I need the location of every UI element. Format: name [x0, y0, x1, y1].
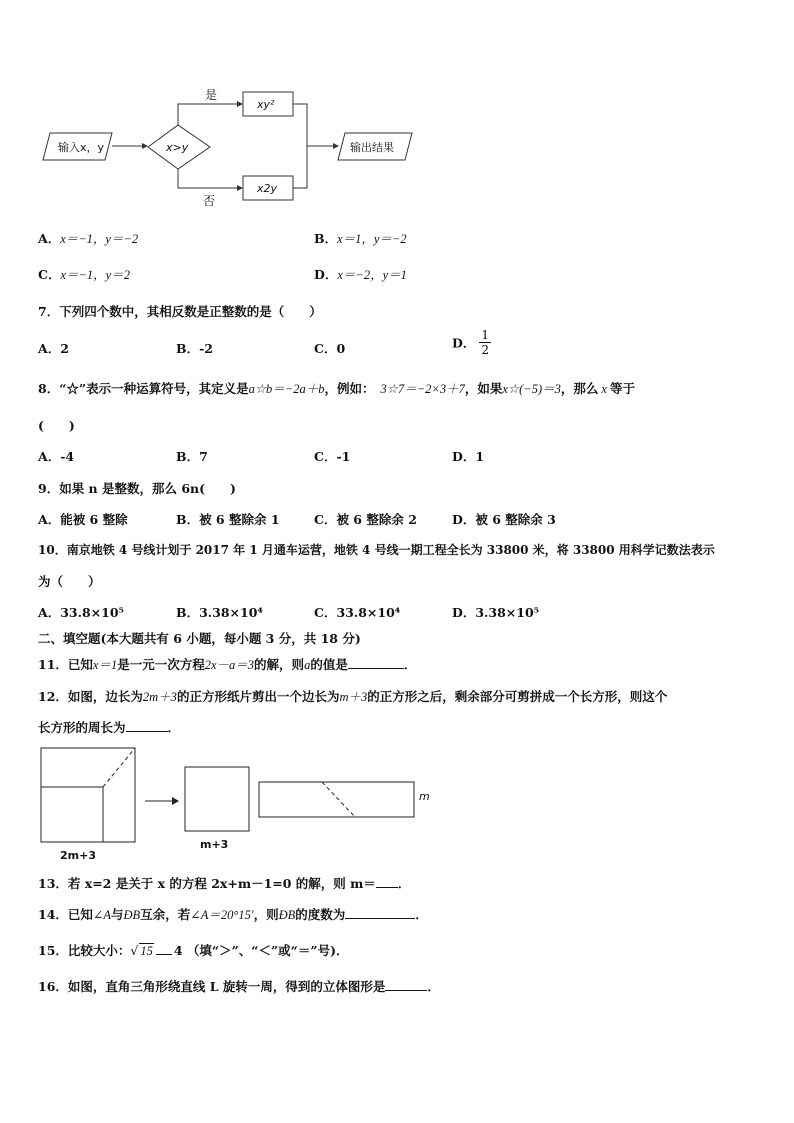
- sqrt-symbol: √: [130, 943, 139, 958]
- q12-stem-line2: 长方形的周长为 ．: [38, 720, 181, 735]
- q8-stem: 8．“☆”表示一种运算符号，其定义是a☆b＝−2a＋b，例如： 3☆7＝−2×3＋7，如果x☆(−5)＝3，那么 x 等于: [38, 381, 635, 396]
- q6-option-b[interactable]: B．x＝1，y＝−2: [314, 231, 407, 246]
- q14-stem: 14．已知∠A与ÐB互余，若∠A＝20°15′，则ÐB的度数为 ．: [38, 907, 428, 922]
- q13-stem: 13．若 x=2 是关于 x 的方程 2x+m－1=0 的解，则 m＝ ．: [38, 876, 411, 891]
- q12-answer-blank[interactable]: [126, 731, 168, 732]
- q8-option-b[interactable]: B．7: [176, 449, 208, 464]
- label-2m-plus-3: 2m+3: [60, 849, 96, 862]
- section-heading: 二、填空题(本大题共有 6 小题，每小题 3 分，共 18 分): [38, 631, 361, 646]
- q10-stem-line2: 为（ ）: [38, 574, 101, 589]
- input-label: 输入x，y: [58, 141, 105, 154]
- q7-option-b[interactable]: B．-2: [176, 341, 213, 356]
- label-m-plus-3: m+3: [200, 838, 229, 851]
- condition-label: x>y: [166, 141, 189, 154]
- q6-option-d[interactable]: D．x＝−2，y＝1: [314, 267, 407, 282]
- q10-option-c[interactable]: C．33.8×10⁴: [314, 605, 401, 620]
- flowchart-diagram: [40, 85, 420, 210]
- q12-stem: 12．如图，边长为2m＋3的正方形纸片剪出一个边长为m＋3的正方形之后，剩余部分可剪拼成一个长方形，则这个: [38, 689, 668, 704]
- yes-box-label: xy²: [257, 98, 275, 111]
- q15-stem: 15．比较大小：√ 15 4 （填“＞”、“＜”或“＝”号)．: [38, 943, 349, 958]
- q9-option-a[interactable]: A．能被 6 整除: [38, 512, 128, 527]
- no-label: 否: [203, 194, 216, 208]
- long-rectangle: [259, 782, 414, 817]
- q7-option-c[interactable]: C．0: [314, 341, 346, 356]
- q7-stem: 7．下列四个数中，其相反数是正整数的是（ ）: [38, 304, 322, 319]
- q6-option-c[interactable]: C．x＝−1，y＝2: [38, 267, 130, 282]
- q11-answer-blank[interactable]: [348, 668, 404, 669]
- q10-option-b[interactable]: B．3.38×10⁴: [176, 605, 263, 620]
- q16-answer-blank[interactable]: [385, 990, 427, 991]
- q10-stem-line1: 10．南京地铁 4 号线计划于 2017 年 1 月通车运营，地铁 4 号线一期工程全长为 33800 米，将 33800 用科学记数法表示: [38, 543, 715, 557]
- q10-option-a[interactable]: A．33.8×10⁵: [38, 605, 124, 620]
- q13-answer-blank[interactable]: [376, 887, 398, 888]
- q14-answer-blank[interactable]: [345, 918, 415, 919]
- q7-option-d[interactable]: D． $\frac{1}{2}$: [452, 328, 489, 357]
- q8-option-c[interactable]: C．-1: [314, 449, 351, 464]
- big-square: [41, 748, 135, 842]
- small-square: [185, 767, 249, 831]
- q11-stem: 11．已知x＝1是一元一次方程2x－a＝3的解，则a的值是 ．: [38, 657, 417, 672]
- q12-figure: [38, 745, 433, 865]
- q8-paren: ( ): [38, 418, 75, 433]
- q15-answer-blank[interactable]: [156, 954, 172, 955]
- q8-option-a[interactable]: A．-4: [38, 449, 75, 464]
- q8-option-d[interactable]: D．1: [452, 449, 485, 464]
- label-m: m: [419, 790, 430, 803]
- no-box-label: x2y: [257, 182, 278, 195]
- arrow-icon: [172, 797, 179, 805]
- q9-option-b[interactable]: B．被 6 整除余 1: [176, 512, 280, 527]
- q16-stem: 16．如图，直角三角形绕直线 L 旋转一周，得到的立体图形是 ．: [38, 979, 440, 994]
- q7-option-a[interactable]: A．2: [38, 341, 69, 356]
- fraction-one-half: $\frac{1}{2}$: [481, 328, 489, 357]
- output-label: 输出结果: [350, 141, 394, 154]
- q6-option-a[interactable]: A．x＝−1，y＝−2: [38, 231, 139, 246]
- q10-option-d[interactable]: D．3.38×10⁵: [452, 605, 540, 620]
- yes-label: 是: [205, 88, 218, 102]
- q9-option-c[interactable]: C．被 6 整除余 2: [314, 512, 417, 527]
- q9-option-d[interactable]: D．被 6 整除余 3: [452, 512, 556, 527]
- q9-stem: 9．如果 n 是整数，那么 6n( ): [38, 481, 236, 496]
